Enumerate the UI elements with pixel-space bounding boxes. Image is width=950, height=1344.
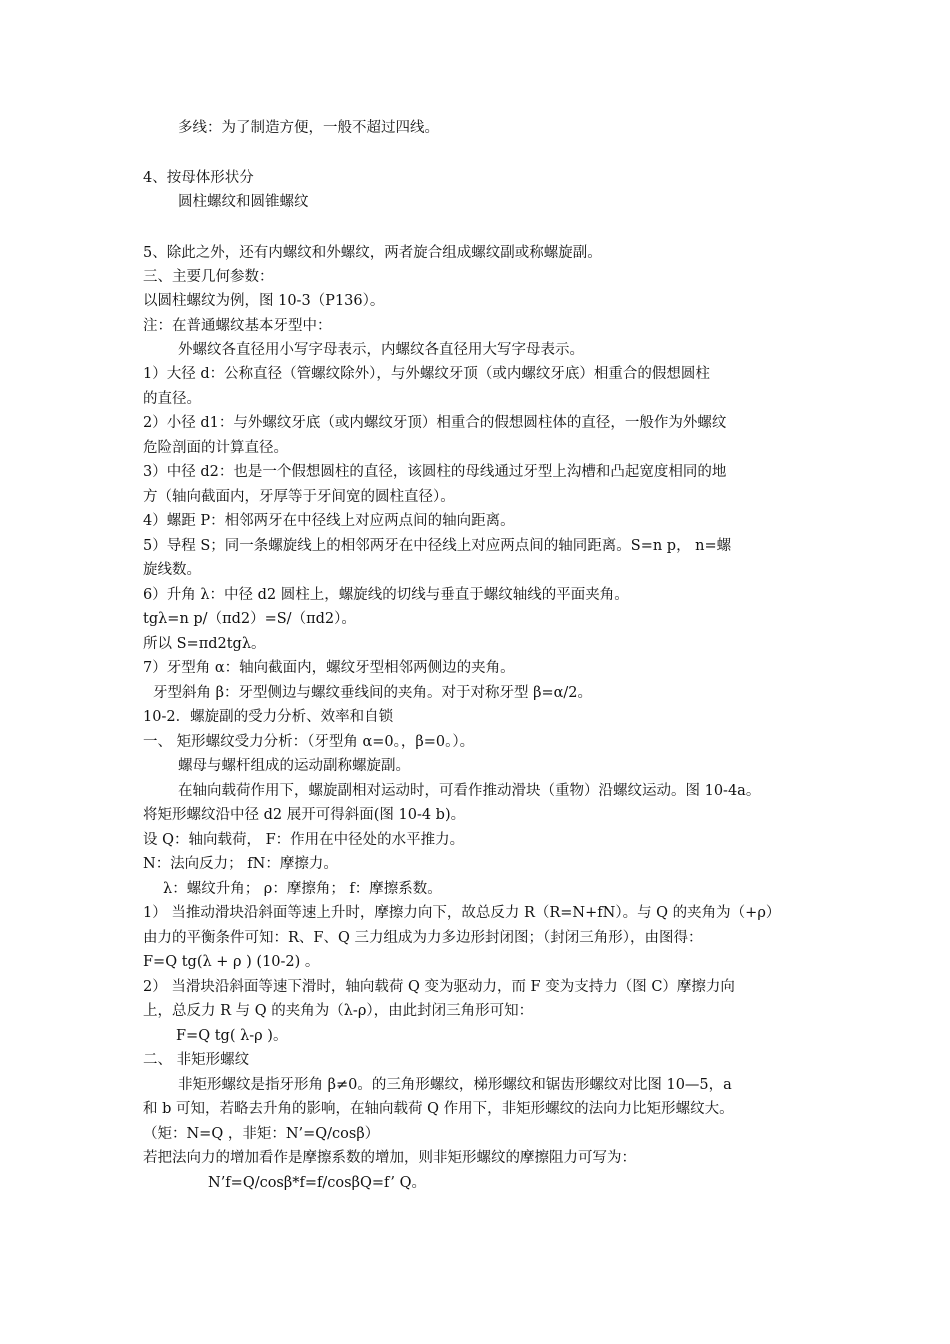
text-line-unroll: 将矩形螺纹沿中径 d2 展开可得斜面(图 10-4 b)。 [143, 807, 466, 823]
text-line-minor-diameter: 2）小径 d1：与外螺纹牙底（或内螺纹牙顶）相重合的假想圆柱体的直径，一般作为外螺纹 [143, 415, 727, 431]
text-line-non-rect-compare: 和 b 可知，若略去升角的影响，在轴向载荷 Q 作用下，非矩形螺纹的法向力比矩形螺纹大。 [143, 1101, 734, 1117]
text-line-non-rect-def: 非矩形螺纹是指牙形角 β≠0。的三角形螺纹，梯形螺纹和锯齿形螺纹对比图 10—5，a [178, 1077, 732, 1093]
text-line-heading-5: 5、除此之外，还有内螺纹和外螺纹，两者旋合组成螺纹副或称螺旋副。 [143, 245, 602, 261]
text-line-note: 注：在普通螺纹基本牙型中： [143, 318, 332, 334]
text-line-lead: 5）导程 S；同一条螺旋线上的相邻两牙在中径线上对应两点间的轴同距离。S=n p， n=螺 [143, 538, 732, 554]
text-line-rect-thread: 一、 矩形螺纹受力分析：（牙型角 α=0。，β=0。）。 [143, 734, 475, 750]
text-line-major-diameter: 1）大径 d：公称直径（管螺纹除外），与外螺纹牙顶（或内螺纹牙底）相重合的假想圆柱 [143, 366, 710, 382]
text-line-multi-thread: 多线：为了制造方便，一般不超过四线。 [178, 120, 439, 136]
text-line-pitch-diameter: 3）中径 d2：也是一个假想圆柱的直径，该圆柱的母线通过牙型上沟槽和凸起宽度相同的地 [143, 464, 727, 480]
text-line-section-3: 三、主要几何参数： [143, 269, 274, 285]
text-line-define-q: 设 Q：轴向载荷， F：作用在中径处的水平推力。 [143, 832, 465, 848]
text-line-pitch-diameter-cont: 方（轴向截面内，牙厚等于牙间宽的圆柱直径）。 [143, 489, 455, 505]
text-line-formula-down: F=Q tg( λ-ρ )。 [176, 1028, 288, 1044]
text-line-formula-friction: N’f=Q/cosβ*f=f/cosβQ=f’ Q。 [208, 1175, 427, 1191]
text-line-flank-angle: 牙型斜角 β：牙型侧边与螺纹垂线间的夹角。对于对称牙型 β=α/2。 [153, 685, 593, 701]
text-line-note-detail: 外螺纹各直径用小写字母表示，内螺纹各直径用大写字母表示。 [178, 342, 584, 358]
text-line-lead-cont: 旋线数。 [143, 562, 201, 578]
text-line-minor-diameter-cont: 危险剖面的计算直径。 [143, 440, 288, 456]
text-line-formula-s: 所以 S=πd2tgλ。 [143, 636, 266, 652]
text-line-case-1: 1） 当推动滑块沿斜面等速上升时，摩擦力向下，故总反力 R（R=N+fN）。与 Q 的夹角为（+ρ） [143, 905, 781, 921]
text-line-define-lambda: λ：螺纹升角； ρ：摩擦角； f：摩擦系数。 [163, 881, 442, 897]
text-line-lead-angle: 6）升角 λ：中径 d2 圆柱上，螺旋线的切线与垂直于螺纹轴线的平面夹角。 [143, 587, 629, 603]
text-line-section-10-2: 10-2．螺旋副的受力分析、效率和自锁 [143, 709, 394, 725]
text-line-case-1-cont: 由力的平衡条件可知：R、F、Q 三力组成为力多边形封闭图；（封闭三角形），由图得： [143, 930, 703, 946]
text-line-formula-10-2: F=Q tg(λ + ρ ) (10-2) 。 [143, 954, 320, 970]
text-line-define-n: N：法向反力； fN：摩擦力。 [143, 856, 338, 872]
text-line-friction-increase: 若把法向力的增加看作是摩擦系数的增加，则非矩形螺纹的摩擦阻力可写为： [143, 1150, 636, 1166]
text-line-section-non-rect: 二、 非矩形螺纹 [143, 1052, 250, 1068]
text-line-axial-load: 在轴向载荷作用下，螺旋副相对运动时，可看作推动滑块（重物）沿螺纹运动。图 10-4a。 [178, 783, 761, 799]
text-line-screw-pair: 螺母与螺杆组成的运动副称螺旋副。 [178, 758, 410, 774]
text-line-heading-4: 4、按母体形状分 [143, 170, 254, 186]
text-line-cylinder-cone: 圆柱螺纹和圆锥螺纹 [178, 194, 309, 210]
text-line-case-2: 2） 当滑块沿斜面等速下滑时，轴向载荷 Q 变为驱动力，而 F 变为支持力（图 C）摩擦力向 [143, 979, 735, 995]
text-line-example: 以圆柱螺纹为例，图 10-3（P136）。 [143, 293, 385, 309]
text-line-major-diameter-cont: 的直径。 [143, 391, 201, 407]
text-line-pitch: 4）螺距 P：相邻两牙在中径线上对应两点间的轴向距离。 [143, 513, 515, 529]
text-line-thread-angle: 7）牙型角 α：轴向截面内，螺纹牙型相邻两侧边的夹角。 [143, 660, 515, 676]
text-line-formula-tg: tgλ=n p/（πd2）=S/（πd2）。 [143, 611, 356, 627]
text-line-case-2-cont: 上，总反力 R 与 Q 的夹角为（λ-ρ），由此封闭三角形可知： [143, 1003, 534, 1019]
text-line-normal-force: （矩：N=Q ，非矩：N’=Q/cosβ） [143, 1126, 380, 1142]
